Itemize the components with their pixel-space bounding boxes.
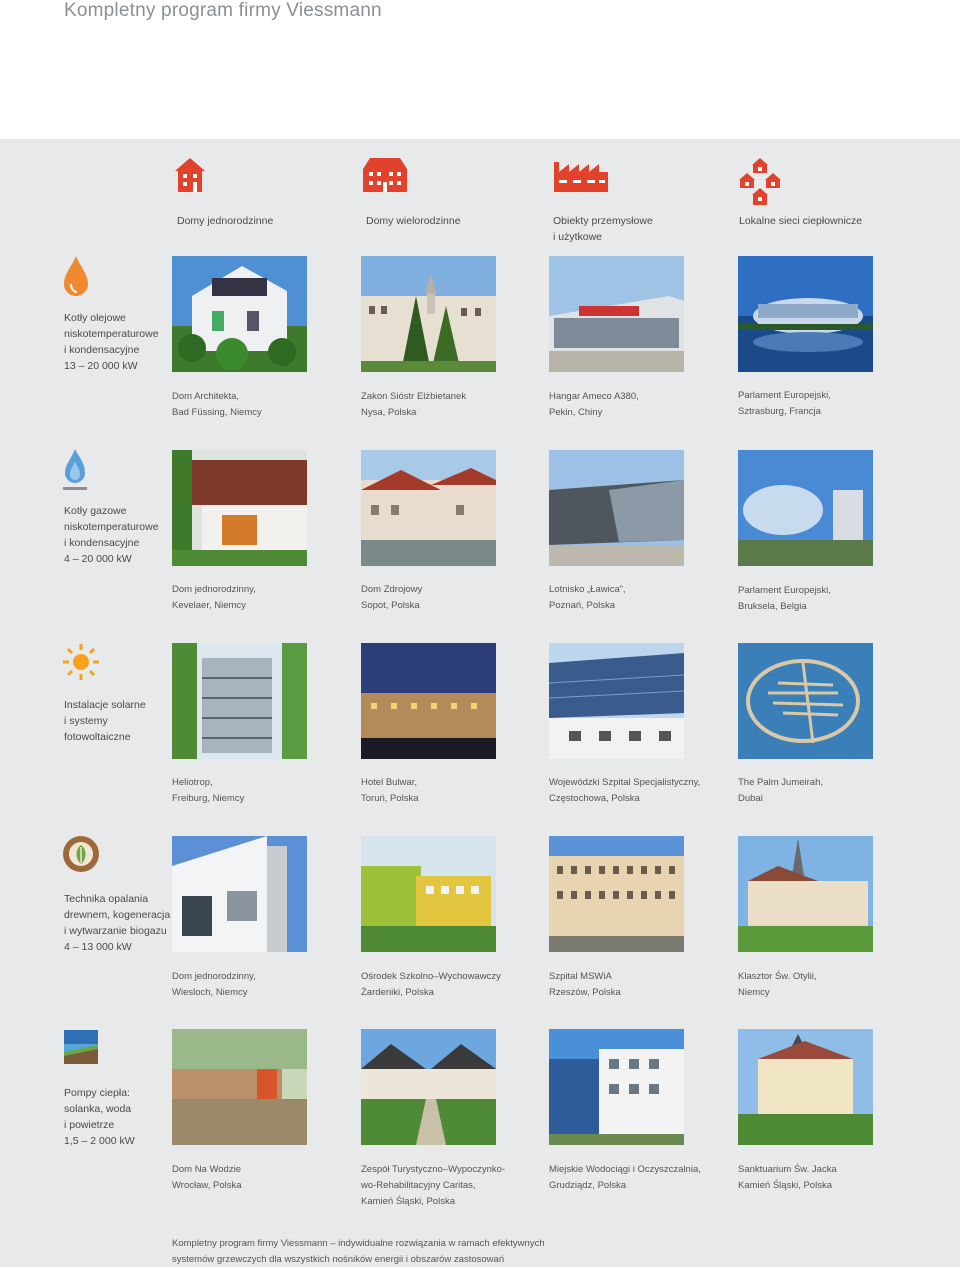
caption-r4-c2: Ośrodek Szkolno–Wychowawczy Żardeniki, Polska (361, 971, 501, 998)
page-title: Kompletny program firmy Viessmann (64, 0, 382, 21)
caption-r3-c4: The Palm Jumeirah, Dubai (738, 777, 824, 804)
photo-dom-wiesloch (172, 836, 307, 952)
caption-r2-c4: Parlament Europejski, Bruksela, Belgia (738, 585, 831, 612)
caption-r1-c2: Zakon Sióstr Elżbietanek Nysa, Polska (361, 391, 467, 418)
category-label-apartment-buildings: Domy wielorodzinne (366, 215, 461, 227)
biomass-icon (62, 835, 100, 873)
photo-lotnisko-lawica (549, 450, 684, 566)
energy-label-oil: Kotły olejowe niskotemperaturowe i kondensacyjne 13 – 20 000 kW (64, 312, 159, 372)
gas-flame-icon (62, 447, 90, 491)
caption-r3-c1: Heliotrop, Freiburg, Niemcy (172, 777, 245, 804)
caption-r4-c3: Szpital MSWiA Rzeszów, Polska (549, 971, 621, 998)
oil-drop-icon (62, 254, 90, 298)
photo-parlament-sztrasburg (738, 256, 873, 372)
photo-klasztor-otylii (738, 836, 873, 952)
caption-r1-c3: Hangar Ameco A380, Pekin, Chiny (549, 391, 639, 418)
caption-r5-c3: Miejskie Wodociągi i Oczyszczalnia, Grudziądz, Polska (549, 1164, 701, 1191)
footer-note: Kompletny program firmy Viessmann – indywidualne rozwiązania w ramach efektywnych systemów grzewczych dla wszystkich nośników energii i obszarów zastosowań (172, 1238, 545, 1265)
caption-r5-c1: Dom Na Wodzie Wrocław, Polska (172, 1164, 242, 1191)
energy-label-gas: Kotły gazowe niskotemperaturowe i kondensacyjne 4 – 20 000 kW (64, 505, 159, 565)
photo-dom-architekta (172, 256, 307, 372)
category-label-district-heating: Lokalne sieci ciepłownicze (739, 215, 863, 227)
single-house-icon (174, 157, 206, 193)
sun-icon (62, 643, 100, 681)
caption-r2-c2: Dom Zdrojowy Sopot, Polska (361, 584, 423, 611)
caption-r2-c1: Dom jednorodzinny, Kevelaer, Niemcy (172, 584, 256, 611)
photo-dom-zdrojowy (361, 450, 496, 566)
photo-dom-na-wodzie (172, 1029, 307, 1145)
apartment-building-icon (362, 157, 408, 193)
photo-zakon-siostr (361, 256, 496, 372)
caption-r1-c1: Dom Architekta, Bad Füssing, Niemcy (172, 391, 262, 418)
caption-r3-c2: Hotel Bulwar, Toruń, Polska (361, 777, 419, 804)
category-label-industrial: Obiekty przemysłowe i użytkowe (553, 215, 653, 243)
caption-r1-c4: Parlament Europejski, Sztrasburg, Francja (738, 390, 831, 417)
photo-wodociagi-grudziadz (549, 1029, 684, 1145)
photo-sanktuarium-jacka (738, 1029, 873, 1145)
factory-icon (553, 158, 609, 193)
photo-hangar-ameco (549, 256, 684, 372)
caption-r5-c4: Sanktuarium Św. Jacka Kamień Śląski, Polska (738, 1164, 837, 1191)
caption-r4-c4: Klasztor Św. Otylii, Niemcy (738, 971, 817, 998)
district-heating-icon (738, 157, 782, 207)
caption-r5-c2: Zespół Turystyczno–Wypoczynko- wo-Rehabilitacyjny Caritas, Kamień Śląski, Polska (361, 1164, 506, 1207)
photo-zespol-caritas (361, 1029, 496, 1145)
energy-label-biomass: Technika opalania drewnem, kogeneracja i wytwarzanie biogazu 4 – 13 000 kW (64, 893, 171, 953)
caption-r4-c1: Dom jednorodzinny, Wiesloch, Niemcy (172, 971, 256, 998)
energy-label-solar: Instalacje solarne i systemy fotowoltaiczne (64, 699, 146, 743)
caption-r2-c3: Lotnisko „Ławica”, Poznań, Polska (549, 584, 626, 611)
photo-osrodek-zardeniki (361, 836, 496, 952)
photo-parlament-bruksela (738, 450, 873, 566)
photo-szpital-czestochowa (549, 643, 684, 759)
photo-hotel-bulwar (361, 643, 496, 759)
photo-szpital-mswia (549, 836, 684, 952)
caption-r3-c3: Wojewódzki Szpital Specjalistyczny, Częstochowa, Polska (549, 777, 701, 804)
energy-label-heat-pump: Pompy ciepła: solanka, woda i powietrze 1,5 – 2 000 kW (64, 1087, 135, 1147)
photo-palm-jumeirah (738, 643, 873, 759)
heat-pump-icon (64, 1030, 98, 1064)
photo-dom-kevelaer (172, 450, 307, 566)
photo-heliotrop (172, 643, 307, 759)
category-label-single-houses: Domy jednorodzinne (177, 215, 274, 227)
